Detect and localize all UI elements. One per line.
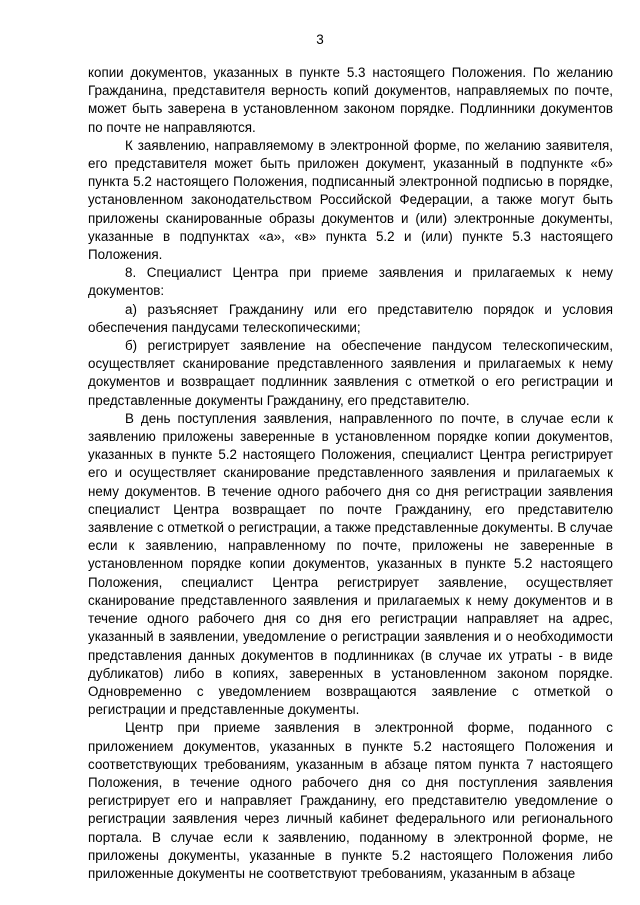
paragraph-item-8: 8. Специалист Центра при приеме заявления и прилагаемых к нему документов: (88, 265, 613, 299)
paragraph-electronic-form: К заявлению, направляемому в электронной форме, по желанию заявителя, его представителя может быть приложен документ, указанный в подпункте «б» пункта 5.2 настоящего Положения, подписанный электронной подписью в порядке, установленном законодательством Российской Федерации, а также могут быть приложены сканированные образы документов и (или) электронные документы, указанные в подпунктах «а», «в» пункта 5.2 и (или) пункте 5.3 настоящего Положения. (88, 137, 613, 263)
paragraph-postal-application: В день поступления заявления, направленного по почте, в случае если к заявлению приложены заверенные в установленном порядке копии документов, указанных в пункте 5.2 настоящего Положения, специалист Центра регистрирует его и осуществляет сканирование представленного заявления и прилагаемых к нему документов. В течение одного рабочего дня со дня регистрации заявления специалист Центра возвращает по почте Гражданину, его представителю заявление с отметкой о регистрации, а также представленные документы. В случае если к заявлению, направленному по почте, приложены не заверенные в установленном порядке копии документов, указанных в пункте 5.2 настоящего Положения, специалист Центра регистрирует заявление, осуществляет сканирование представленного заявления и прилагаемых к нему документов и в течение одного рабочего дня со дня его регистрации направляет на адрес, указанный в заявлении, уведомление о регистрации заявления и о необходимости представления данных документов в подлинниках (в случае их утраты - в виде дубликатов) либо в копиях, заверенных в установленном законом порядке. Одновременно с уведомлением возвращаются заявление с отметкой о регистрации и представленные документы. (88, 410, 613, 718)
paragraph-subitem-a: а) разъясняет Гражданину или его представителю порядок и условия обеспечения пандусами телескопическими; (88, 301, 613, 335)
document-body (88, 64, 613, 883)
paragraph-electronic-application: Центр при приеме заявления в электронной форме, поданного с приложением документов, указанных в пункте 5.2 настоящего Положения и соответствующих требованиям, указанным в абзаце пятом пункта 7 настоящего Положения, в течение одного рабочего дня со дня поступления заявления регистрирует его и направляет Гражданину, его представителю уведомление о регистрации заявления через личный кабинет федерального или регионального портала. В случае если к заявлению, поданному в электронной форме, не приложены документы, указанные в пункте 5.2 настоящего Положения либо приложенные документы не соответствуют требованиям, указанным в абзаце (88, 720, 613, 881)
paragraph-subitem-b: б) регистрирует заявление на обеспечение пандусом телескопическим, осуществляет сканирование представленного заявления и прилагаемых к нему документов и возвращает подлинник заявления с отметкой о его регистрации и представленные документы Гражданину, его представителю. (88, 338, 613, 408)
paragraph-continuation: копии документов, указанных в пункте 5.3 настоящего Положения. По желанию Гражданина, представителя верность копий документов, направляемых по почте, может быть заверена в установленном законом порядке. Подлинники документов по почте не направляются. (88, 65, 613, 135)
page-number: 3 (316, 32, 324, 47)
